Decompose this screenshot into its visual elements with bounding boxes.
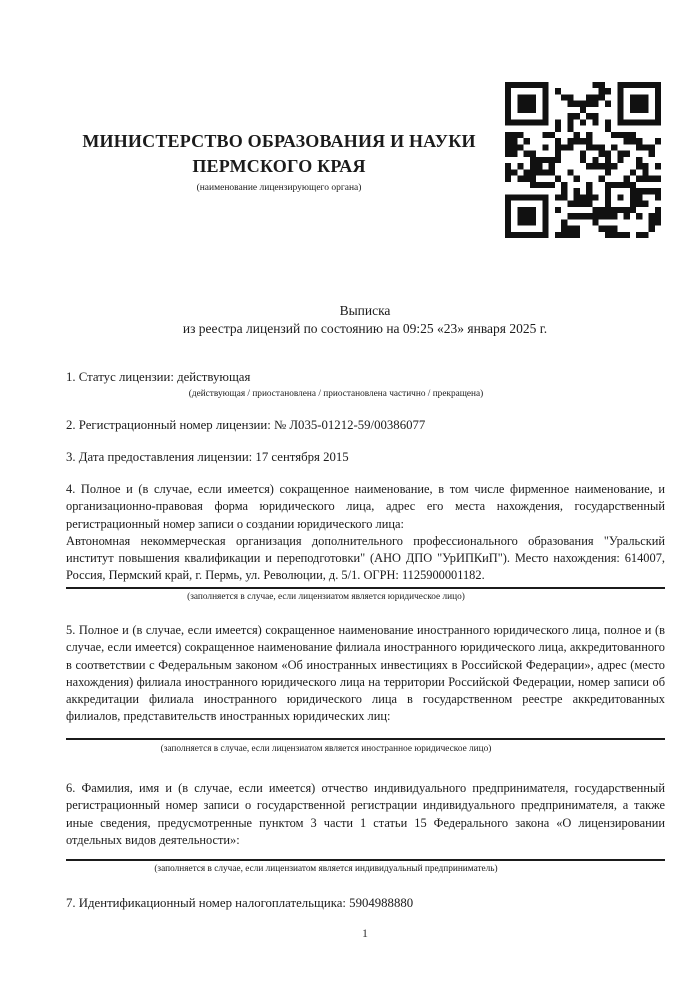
registration-number-item: 2. Регистрационный номер лицензии: № Л035-01212-59/00386077 — [66, 418, 426, 432]
ministry-title-line1: МИНИСТЕРСТВО ОБРАЗОВАНИЯ И НАУКИ — [82, 131, 476, 151]
foreign-entity-question: 5. Полное и (в случае, если имеется) сокращенное наименование иностранного юридического лица, полное и (в случае, если имеется) сокращенное наименование филиала иностранного юридического лица, аккредитованного в соответствии с Федеральным законом «Об иностранных инвестициях в Российской Федерации», адрес (место нахождения) филиала иностранного юридического лица на территории Российской Федерации, номер записи об аккредитации филиала иностранного юридического лица в государственном реестре аккредитованных филиалов, представительств иностранных юридических лиц: — [66, 623, 665, 724]
legal-entity-answer: Автономная некоммерческая организация дополнительного профессионального образования "Уральский институт повышения квалификации и переподготовки" (АНО ДПО "УрИПКиП"). Место нахождения: 614007, Россия, Пермский край, г. Пермь, ул. Революции, д. 5/1. ОГРН: 1125900001182. — [66, 533, 665, 583]
extract-date-line: из реестра лицензий по состоянию на 09:25 «23» января 2025 г. — [182, 320, 548, 336]
extract-title: Выписка — [339, 303, 391, 318]
legal-entity-question: 4. Полное и (в случае, если имеется) сокращенное наименование, в том числе фирменное наименование, и организационно-правовая форма юридического лица, адрес его места нахождения, государственный регистрационный номер записи о создании юридического лица: — [66, 482, 665, 531]
entrepreneur-caption: (заполняется в случае, если лицензиатом является индивидуальный предприниматель) — [154, 864, 498, 874]
qr-code-icon — [505, 82, 661, 238]
fill-line-entrepreneur — [66, 859, 665, 861]
entrepreneur-item — [66, 780, 665, 849]
licensing-authority-caption: (наименование лицензирующего органа) — [196, 183, 362, 193]
page-number: 1 — [362, 926, 368, 940]
extract-heading — [66, 302, 664, 337]
entrepreneur-question: 6. Фамилия, имя и (в случае, если имеется) отчество индивидуального предпринимателя, государственный регистрационный номер записи о государственной регистрации индивидуального предпринимателя, а также иные сведения, предусмотренные пунктом 3 части 1 статьи 15 Федерального закона «О лицензировании отдельных видов деятельности»: — [66, 781, 665, 847]
fill-line-legal-entity — [66, 587, 665, 589]
foreign-entity-caption: (заполняется в случае, если лицензиатом является иностранное юридическое лицо) — [160, 744, 492, 754]
ministry-title-line2: ПЕРМСКОГО КРАЯ — [192, 156, 366, 176]
status-options-caption: (действующая / приостановлена / приостановлена частично / прекращена) — [188, 389, 484, 399]
fill-line-foreign-entity — [66, 738, 665, 740]
foreign-entity-item — [66, 622, 665, 726]
taxpayer-id-item: 7. Идентификационный номер налогоплательщика: 5904988880 — [66, 896, 414, 910]
header — [40, 129, 518, 193]
license-grant-date-item: 3. Дата предоставления лицензии: 17 сентября 2015 — [66, 450, 349, 464]
license-status-item: 1. Статус лицензии: действующая — [66, 370, 251, 384]
legal-entity-caption: (заполняется в случае, если лицензиатом является юридическое лицо) — [187, 592, 465, 602]
legal-entity-item — [66, 481, 665, 585]
